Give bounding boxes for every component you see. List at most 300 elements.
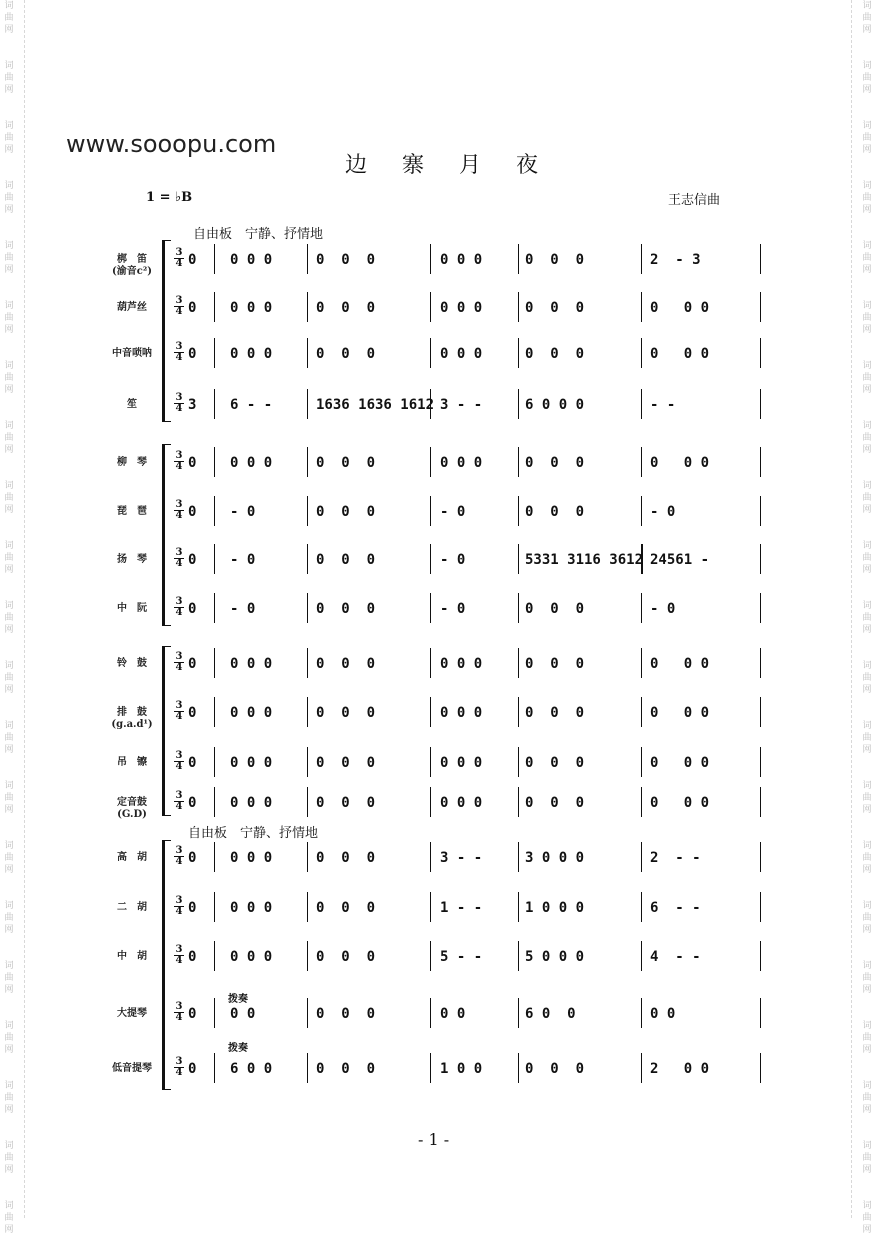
watermark-text: 词 曲 网 [4, 781, 14, 815]
site-url: www.sooopu.com [66, 130, 277, 158]
measure-notes: 0 0 0 [230, 795, 273, 811]
watermark-text: 词 曲 网 [862, 1141, 872, 1175]
measure-notes: 0 0 0 [525, 795, 585, 811]
measure-notes: 0 0 0 [650, 656, 710, 672]
barline [641, 892, 642, 922]
measure-notes: 0 0 0 [316, 755, 376, 771]
barline [214, 941, 215, 971]
barline [760, 447, 761, 477]
time-signature: 3 4 [175, 247, 183, 269]
barline [307, 787, 308, 817]
barline [430, 998, 431, 1028]
measure-notes: 2 - - [650, 850, 701, 866]
time-signature: 3 4 [175, 944, 183, 966]
measure-notes: 0 0 0 [650, 795, 710, 811]
measure-notes: 0 [188, 455, 197, 471]
watermark-text: 词 曲 网 [862, 781, 872, 815]
measure-notes: 0 [188, 346, 197, 362]
time-signature: 3 4 [175, 750, 183, 772]
watermark-text: 词 曲 网 [4, 121, 14, 155]
measure-notes: 0 0 [440, 1006, 466, 1022]
barline [307, 338, 308, 368]
watermark-text: 词 曲 网 [862, 1021, 872, 1055]
measure-notes: 0 0 0 [440, 755, 483, 771]
barline [430, 648, 431, 678]
time-signature: 3 4 [175, 295, 183, 317]
measure-notes: 0 0 0 [230, 300, 273, 316]
barline [641, 447, 642, 477]
instrument-name: 铃 鼓 [117, 658, 147, 669]
measure-notes: 0 0 0 [525, 1061, 585, 1077]
instrument-label [86, 658, 178, 670]
instrument-label [86, 603, 178, 615]
barline [307, 648, 308, 678]
barline [307, 389, 308, 419]
barline [760, 648, 761, 678]
barline [518, 842, 519, 872]
watermark-text: 词 曲 网 [4, 721, 14, 755]
instrument-name: 吊 镲 [117, 757, 147, 768]
instrument-name: 定音鼓 [117, 797, 147, 808]
watermark-text: 词 曲 网 [862, 1, 872, 35]
bowed-strings-bracket [162, 840, 171, 1090]
time-signature: 3 4 [175, 341, 183, 363]
watermark-text: 词 曲 网 [4, 361, 14, 395]
barline [307, 892, 308, 922]
barline [307, 292, 308, 322]
watermark-text: 词 曲 网 [4, 1, 14, 35]
barline [518, 941, 519, 971]
instrument-name: 排 鼓 [117, 707, 147, 718]
watermark-text: 词 曲 网 [4, 61, 14, 95]
time-signature: 3 4 [175, 790, 183, 812]
watermark-text: 词 曲 网 [4, 301, 14, 335]
watermark-text: 词 曲 网 [862, 961, 872, 995]
measure-notes: 0 [188, 252, 197, 268]
composer: 王志信曲 [668, 193, 721, 208]
time-signature: 3 4 [175, 596, 183, 618]
measure-notes: 0 0 0 [316, 1061, 376, 1077]
instrument-label [86, 554, 178, 566]
instrument-name: 低音提琴 [112, 1063, 152, 1074]
barline [430, 747, 431, 777]
measure-notes: 0 0 0 [316, 705, 376, 721]
measure-notes: 0 0 0 [440, 252, 483, 268]
measure-notes: 0 0 0 [525, 705, 585, 721]
barline [430, 787, 431, 817]
measure-notes: 0 0 0 [525, 346, 585, 362]
barline [430, 338, 431, 368]
barline [641, 998, 642, 1028]
time-signature: 3 4 [175, 499, 183, 521]
instrument-label [86, 1008, 178, 1020]
barline [214, 544, 215, 574]
barline [518, 593, 519, 623]
barline [430, 1053, 431, 1083]
measure-notes: 0 0 0 [525, 455, 585, 471]
measure-notes: 0 0 0 [316, 552, 376, 568]
time-signature: 3 4 [175, 392, 183, 414]
barline [760, 593, 761, 623]
time-signature: 3 4 [175, 450, 183, 472]
instrument-label [86, 707, 178, 731]
measure-notes: 0 0 0 [230, 455, 273, 471]
measure-notes: 0 0 0 [230, 755, 273, 771]
barline [641, 244, 642, 274]
measure-notes: 0 0 0 [650, 755, 710, 771]
measure-notes: - 0 [440, 504, 466, 520]
watermark-text: 词 曲 网 [862, 901, 872, 935]
measure-notes: 0 0 0 [230, 705, 273, 721]
measure-notes: 0 0 0 [316, 601, 376, 617]
barline [214, 389, 215, 419]
measure-notes: 0 0 0 [230, 252, 273, 268]
measure-notes: 0 0 0 [440, 300, 483, 316]
measure-notes: 0 0 0 [440, 455, 483, 471]
watermark-text: 词 曲 网 [862, 301, 872, 335]
time-signature: 3 4 [175, 895, 183, 917]
watermark-text: 词 曲 网 [4, 1021, 14, 1055]
barline [518, 697, 519, 727]
barline [518, 1053, 519, 1083]
instrument-label [86, 254, 178, 278]
barline [307, 244, 308, 274]
measure-notes: 0 0 0 [525, 656, 585, 672]
measure-notes: 0 0 0 [316, 656, 376, 672]
watermark-text: 词 曲 网 [4, 841, 14, 875]
measure-notes: 1 0 0 [440, 1061, 483, 1077]
barline [214, 842, 215, 872]
barline [430, 892, 431, 922]
barline [307, 842, 308, 872]
barline [641, 842, 642, 872]
time-signature: 3 4 [175, 700, 183, 722]
barline [307, 1053, 308, 1083]
instrument-name: 高 胡 [117, 852, 147, 863]
measure-notes: - - [650, 397, 676, 413]
measure-notes: 5 - - [440, 949, 483, 965]
measure-notes: 0 0 0 [440, 346, 483, 362]
measure-notes: 0 [188, 705, 197, 721]
barline [760, 697, 761, 727]
instrument-name: 梆 笛 [117, 254, 147, 265]
measure-notes: 0 [188, 601, 197, 617]
barline [518, 648, 519, 678]
watermark-text: 词 曲 网 [4, 421, 14, 455]
barline [641, 1053, 642, 1083]
measure-notes: - 0 [650, 504, 676, 520]
measure-notes: 6 - - [230, 397, 273, 413]
measure-notes: 0 [188, 656, 197, 672]
barline [518, 496, 519, 526]
measure-notes: 0 0 0 [230, 850, 273, 866]
barline [518, 447, 519, 477]
barline [641, 648, 642, 678]
measure-notes: 0 0 0 [230, 346, 273, 362]
instrument-name: 中音唢呐 [112, 348, 152, 359]
measure-notes: 0 [188, 755, 197, 771]
barline [760, 998, 761, 1028]
tempo-marking-top: 自由板 宁静、抒情地 [193, 227, 324, 242]
watermark-text: 词 曲 网 [862, 421, 872, 455]
measure-notes: 0 0 0 [316, 949, 376, 965]
barline [214, 697, 215, 727]
barline [760, 244, 761, 274]
time-signature: 3 4 [175, 1056, 183, 1078]
watermark-text: 词 曲 网 [862, 661, 872, 695]
measure-notes: - 0 [440, 601, 466, 617]
measure-notes: 3 - - [440, 397, 483, 413]
measure-notes: 0 0 0 [650, 300, 710, 316]
instrument-label [86, 506, 178, 518]
measure-notes: 3 0 0 0 [525, 850, 585, 866]
measure-notes: 2 - 3 [650, 252, 701, 268]
instrument-name: 大提琴 [117, 1008, 147, 1019]
score-title: 边 寨 月 夜 [345, 153, 552, 178]
watermark-text: 词 曲 网 [862, 481, 872, 515]
watermark-text: 词 曲 网 [4, 1081, 14, 1115]
measure-notes: 0 0 0 [316, 300, 376, 316]
measure-notes: - 0 [230, 552, 256, 568]
barline [430, 697, 431, 727]
measure-notes: 0 0 0 [316, 900, 376, 916]
barline [307, 747, 308, 777]
barline [307, 941, 308, 971]
measure-notes: 0 0 0 [440, 705, 483, 721]
barline [641, 338, 642, 368]
barline [214, 787, 215, 817]
measure-notes: - 0 [230, 504, 256, 520]
barline [518, 244, 519, 274]
barline [641, 787, 642, 817]
instrument-label [86, 302, 178, 314]
instrument-label [86, 757, 178, 769]
barline [214, 447, 215, 477]
measure-notes: 0 0 0 [230, 656, 273, 672]
barline [214, 1053, 215, 1083]
measure-notes: 0 0 0 [650, 346, 710, 362]
measure-notes: 0 [188, 504, 197, 520]
measure-notes: 0 0 0 [525, 601, 585, 617]
measure-notes: 0 0 [230, 1006, 256, 1022]
measure-notes: - 0 [650, 601, 676, 617]
measure-notes: 0 [188, 850, 197, 866]
measure-notes: 2 0 0 [650, 1061, 710, 1077]
instrument-name: 柳 琴 [117, 457, 147, 468]
watermark-text: 词 曲 网 [4, 1141, 14, 1175]
watermark-text: 词 曲 网 [4, 601, 14, 635]
instrument-range: (g.a.d¹) [111, 719, 153, 730]
measure-notes: 0 0 0 [525, 252, 585, 268]
barline [760, 338, 761, 368]
watermark-text: 词 曲 网 [4, 481, 14, 515]
barline [518, 787, 519, 817]
barline [307, 496, 308, 526]
right-margin-line [851, 0, 852, 1218]
measure-notes: 0 [188, 900, 197, 916]
watermark-text: 词 曲 网 [862, 841, 872, 875]
watermark-text: 词 曲 网 [862, 121, 872, 155]
measure-notes: 5 0 0 0 [525, 949, 585, 965]
barline [430, 842, 431, 872]
time-signature: 3 4 [175, 845, 183, 867]
barline [760, 389, 761, 419]
barline [214, 338, 215, 368]
instrument-label [86, 457, 178, 469]
instrument-label [86, 902, 178, 914]
measure-notes: 0 0 0 [525, 755, 585, 771]
instrument-name: 扬 琴 [117, 554, 147, 565]
watermark-text: 词 曲 网 [4, 901, 14, 935]
barline [760, 941, 761, 971]
measure-notes: 1 0 0 0 [525, 900, 585, 916]
key-signature: 1 = ♭B [146, 190, 193, 205]
instrument-label [86, 852, 178, 864]
measure-notes: 6 0 0 [230, 1061, 273, 1077]
measure-notes: 0 0 0 [440, 656, 483, 672]
measure-notes: 0 [188, 300, 197, 316]
barline [430, 496, 431, 526]
instrument-label [86, 1063, 178, 1075]
barline [518, 338, 519, 368]
instrument-label [86, 797, 178, 821]
barline [430, 244, 431, 274]
watermark-text: 词 曲 网 [862, 1081, 872, 1115]
instrument-label [86, 399, 178, 411]
barline [518, 544, 519, 574]
instrument-name: 中 阮 [117, 603, 147, 614]
barline [760, 544, 761, 574]
watermark-text: 词 曲 网 [862, 541, 872, 575]
barline [518, 292, 519, 322]
watermark-text: 词 曲 网 [862, 601, 872, 635]
watermark-text: 词 曲 网 [862, 361, 872, 395]
measure-notes: 0 0 0 [316, 455, 376, 471]
barline [641, 747, 642, 777]
instrument-name: 中 胡 [117, 951, 147, 962]
barline [518, 998, 519, 1028]
measure-notes: 1636 1636 1612 [316, 397, 435, 413]
time-signature: 3 4 [175, 1001, 183, 1023]
instrument-name: 琵 琶 [117, 506, 147, 517]
watermark-text: 词 曲 网 [4, 181, 14, 215]
barline [641, 389, 642, 419]
barline [641, 496, 642, 526]
barline [214, 998, 215, 1028]
watermark-text: 词 曲 网 [862, 241, 872, 275]
barline [430, 292, 431, 322]
percussion-bracket [162, 646, 171, 816]
instrument-name: 葫芦丝 [117, 302, 147, 313]
measure-notes: 1 - - [440, 900, 483, 916]
measure-notes: 0 [188, 1061, 197, 1077]
barline [518, 389, 519, 419]
barline [641, 292, 642, 322]
measure-notes: - 0 [230, 601, 256, 617]
barline [214, 593, 215, 623]
measure-notes: 3 - - [440, 850, 483, 866]
barline [214, 648, 215, 678]
measure-notes: 0 0 0 [316, 850, 376, 866]
barline [760, 892, 761, 922]
barline [430, 544, 431, 574]
barline [760, 842, 761, 872]
barline [307, 447, 308, 477]
barline [214, 892, 215, 922]
measure-notes: 0 0 0 [316, 1006, 376, 1022]
barline [430, 593, 431, 623]
barline [760, 292, 761, 322]
measure-notes: 24561 - [650, 552, 710, 568]
watermark-text: 词 曲 网 [862, 61, 872, 95]
measure-notes: 0 [188, 795, 197, 811]
measure-notes: 6 - - [650, 900, 701, 916]
measure-notes: 0 0 0 [440, 795, 483, 811]
measure-notes: 6 0 0 0 [525, 397, 585, 413]
barline [430, 941, 431, 971]
measure-notes: 0 0 0 [230, 949, 273, 965]
measure-notes: 4 - - [650, 949, 701, 965]
barline [518, 892, 519, 922]
barline [760, 1053, 761, 1083]
measure-notes: 0 0 0 [650, 705, 710, 721]
barline [641, 941, 642, 971]
barline [307, 544, 308, 574]
measure-notes: 0 0 0 [525, 504, 585, 520]
barline [307, 593, 308, 623]
left-margin-line [24, 0, 25, 1218]
measure-notes: - 0 [440, 552, 466, 568]
barline [760, 787, 761, 817]
barline [214, 244, 215, 274]
instrument-label [86, 951, 178, 963]
measure-notes: 0 0 0 [316, 795, 376, 811]
pizzicato-marking: 拨奏 [228, 1043, 248, 1054]
barline [760, 747, 761, 777]
barline [214, 496, 215, 526]
instrument-name: 笙 [127, 399, 137, 410]
instrument-name: 二 胡 [117, 902, 147, 913]
measure-notes: 5331 3116 3612 [525, 552, 644, 568]
instrument-range: (G.D) [117, 809, 147, 820]
watermark-text: 词 曲 网 [862, 721, 872, 755]
barline [760, 496, 761, 526]
barline [307, 697, 308, 727]
measure-notes: 0 [188, 949, 197, 965]
plucked-bracket [162, 444, 171, 626]
watermark-text: 词 曲 网 [4, 541, 14, 575]
measure-notes: 0 0 [650, 1006, 676, 1022]
measure-notes: 0 0 0 [316, 504, 376, 520]
barline [214, 292, 215, 322]
measure-notes: 6 0 0 [525, 1006, 576, 1022]
time-signature: 3 4 [175, 651, 183, 673]
measure-notes: 0 0 0 [316, 252, 376, 268]
watermark-text: 词 曲 网 [4, 241, 14, 275]
watermark-text: 词 曲 网 [4, 1201, 14, 1235]
measure-notes: 3 [188, 397, 197, 413]
instrument-range: (渝音c²) [112, 266, 152, 277]
barline [518, 747, 519, 777]
measure-notes: 0 0 0 [525, 300, 585, 316]
pizzicato-marking: 拨奏 [228, 994, 248, 1005]
barline [641, 697, 642, 727]
measure-notes: 0 [188, 552, 197, 568]
barline [214, 747, 215, 777]
measure-notes: 0 [188, 1006, 197, 1022]
instrument-label [86, 348, 178, 360]
watermark-text: 词 曲 网 [4, 961, 14, 995]
